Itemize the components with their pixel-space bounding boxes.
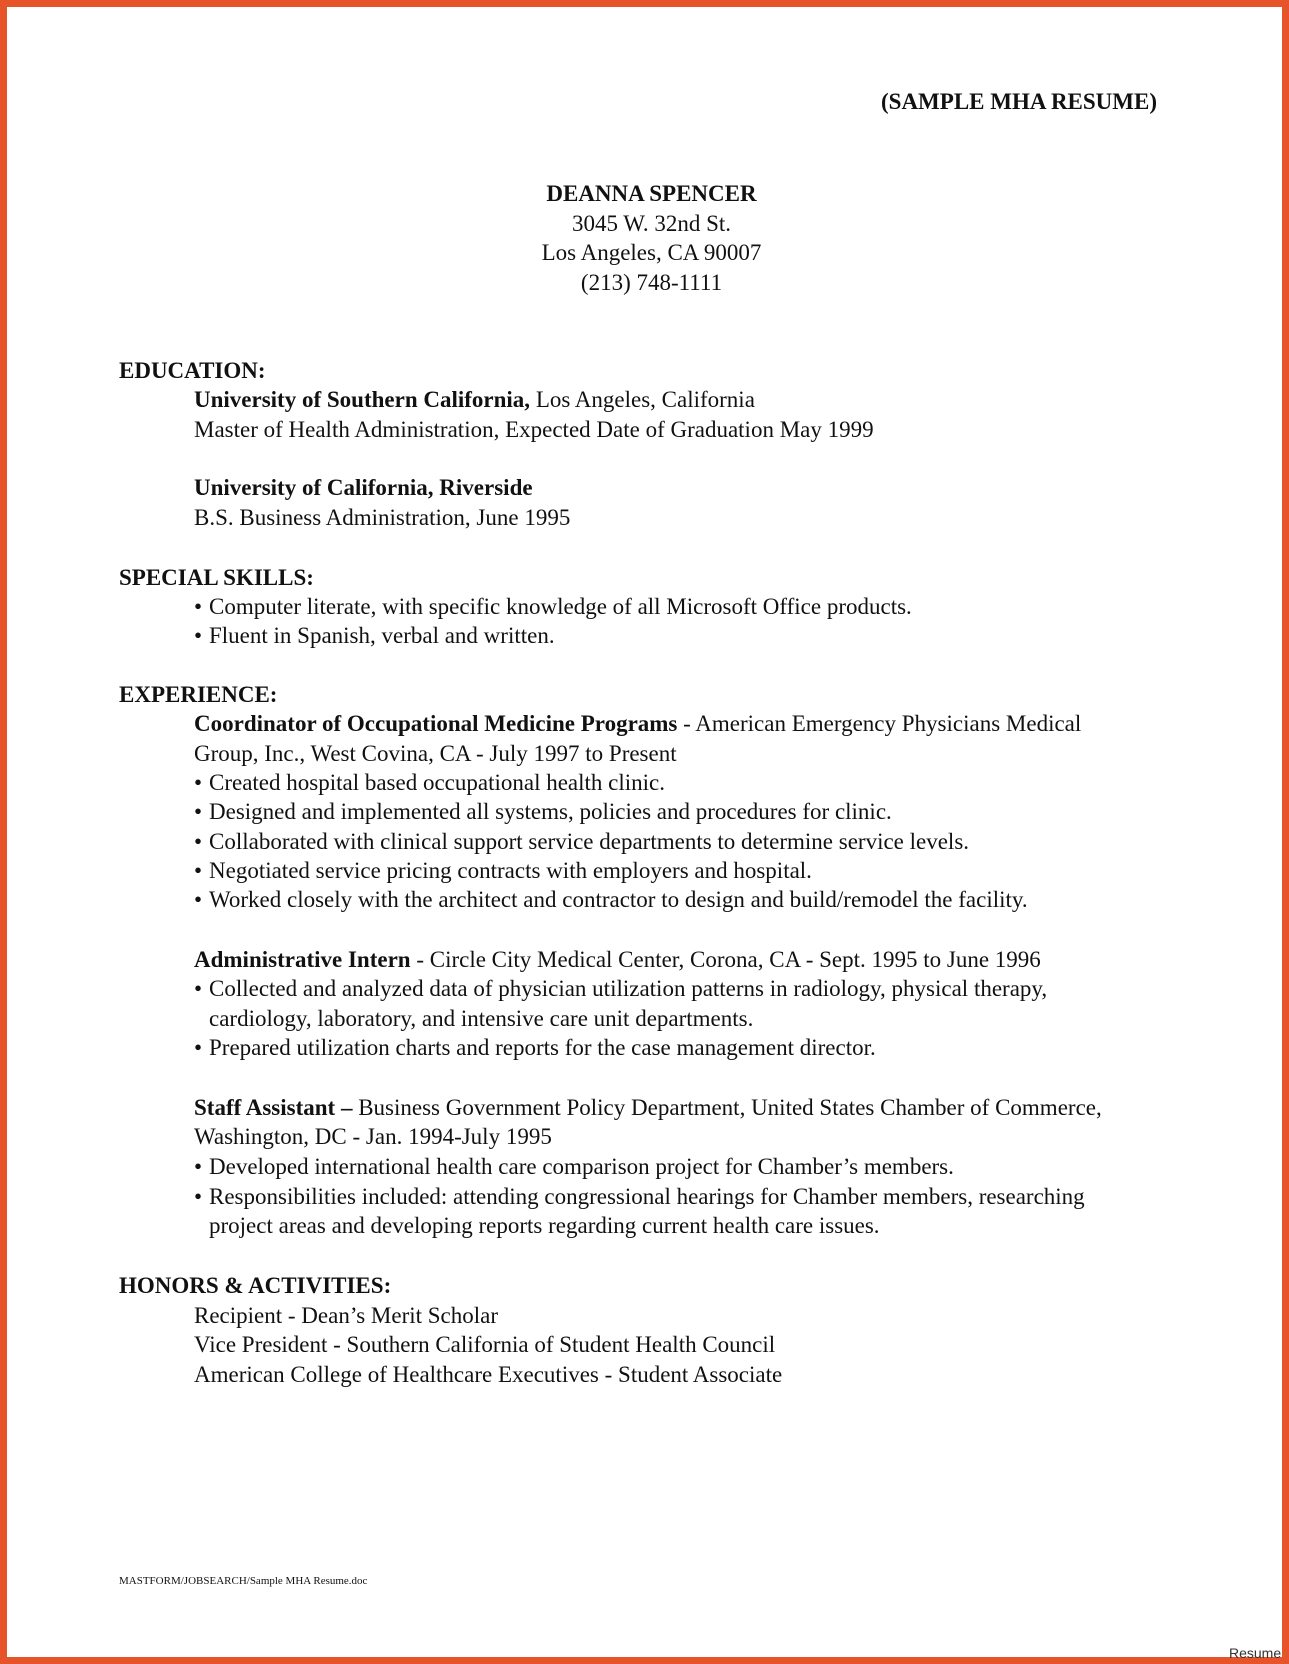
- education-heading: EDUCATION:: [119, 358, 266, 383]
- bullet-icon: •: [194, 1154, 203, 1179]
- bullet-icon: •: [194, 887, 203, 912]
- skill-item: • Computer literate, with specific knowledge of all Microsoft Office products.: [194, 594, 912, 619]
- job-1-org-line-2: Group, Inc., West Covina, CA - July 1997 to Present: [194, 741, 677, 766]
- skills-heading: SPECIAL SKILLS:: [119, 565, 314, 590]
- job-3-org-line-2: Washington, DC - Jan. 1994-July 1995: [194, 1124, 552, 1149]
- skill-item: • Fluent in Spanish, verbal and written.: [194, 623, 555, 648]
- job-2-header: [194, 945, 1041, 974]
- school-2-degree: B.S. Business Administration, June 1995: [194, 505, 571, 530]
- school-1-location: Los Angeles, California: [530, 387, 755, 412]
- job-2-bullet: • Prepared utilization charts and reports for the case management director.: [194, 1035, 876, 1060]
- job-1-bullet: • Collaborated with clinical support service departments to determine service levels.: [194, 829, 970, 854]
- bullet-icon: •: [194, 829, 203, 854]
- footer-file-path: MASTFORM/JOBSEARCH/Sample MHA Resume.doc: [119, 1575, 368, 1587]
- job-3-title: Staff Assistant –: [194, 1095, 353, 1120]
- contact-block: [7, 179, 1289, 297]
- job-1-header: [194, 709, 1081, 738]
- honor-item: Vice President - Southern California of Student Health Council: [194, 1332, 776, 1357]
- experience-heading: EXPERIENCE:: [119, 682, 278, 707]
- bullet-icon: •: [194, 594, 203, 619]
- honor-item: American College of Healthcare Executives - Student Associate: [194, 1362, 783, 1387]
- job-2-bullet-continuation: cardiology, laboratory, and intensive care unit departments.: [209, 1006, 754, 1031]
- job-1-org: - American Emergency Physicians Medical: [677, 711, 1082, 736]
- honors-heading: HONORS & ACTIVITIES:: [119, 1273, 392, 1298]
- school-1-name: University of Southern California,: [194, 387, 531, 412]
- bullet-icon: •: [194, 623, 203, 648]
- job-1-bullet: • Worked closely with the architect and contractor to design and build/remodel the facility.: [194, 887, 1028, 912]
- job-3-bullet: • Developed international health care comparison project for Chamber’s members.: [194, 1154, 954, 1179]
- bullet-icon: •: [194, 976, 203, 1001]
- job-3-bullet-continuation: project areas and developing reports regarding current health care issues.: [209, 1213, 880, 1238]
- job-3-org: Business Government Policy Department, United States Chamber of Commerce,: [352, 1095, 1102, 1120]
- job-1-bullet: • Created hospital based occupational health clinic.: [194, 770, 666, 795]
- bullet-icon: •: [194, 1184, 203, 1209]
- job-3-header: [194, 1093, 1102, 1122]
- bullet-icon: •: [194, 858, 203, 883]
- honor-item: Recipient - Dean’s Merit Scholar: [194, 1303, 499, 1328]
- bullet-icon: •: [194, 1035, 203, 1060]
- job-1-bullet: • Negotiated service pricing contracts with employers and hospital.: [194, 858, 812, 883]
- phone-number: (213) 748-1111: [580, 269, 723, 295]
- job-2-bullet: • Collected and analyzed data of physician utilization patterns in radiology, physical therapy,: [194, 976, 1048, 1001]
- school-2-name: University of California, Riverside: [194, 475, 533, 500]
- address-line-1: 3045 W. 32nd St.: [571, 210, 732, 236]
- education-school-1: [194, 385, 755, 414]
- job-2-org: - Circle City Medical Center, Corona, CA - Sept. 1995 to June 1996: [410, 947, 1041, 972]
- candidate-name: DEANNA SPENCER: [546, 181, 757, 206]
- watermark-label: Resume: [1229, 1645, 1282, 1661]
- bullet-icon: •: [194, 799, 203, 824]
- job-1-title: Coordinator of Occupational Medicine Programs: [194, 711, 678, 736]
- job-2-title: Administrative Intern: [194, 947, 411, 972]
- school-1-degree: Master of Health Administration, Expected Date of Graduation May 1999: [194, 417, 874, 442]
- job-3-bullet: • Responsibilities included: attending congressional hearings for Chamber members, researching: [194, 1184, 1085, 1209]
- job-1-bullet: • Designed and implemented all systems, policies and procedures for clinic.: [194, 799, 892, 824]
- bullet-icon: •: [194, 770, 203, 795]
- sample-title: (SAMPLE MHA RESUME): [881, 89, 1157, 114]
- address-line-2: Los Angeles, CA 90007: [541, 240, 762, 265]
